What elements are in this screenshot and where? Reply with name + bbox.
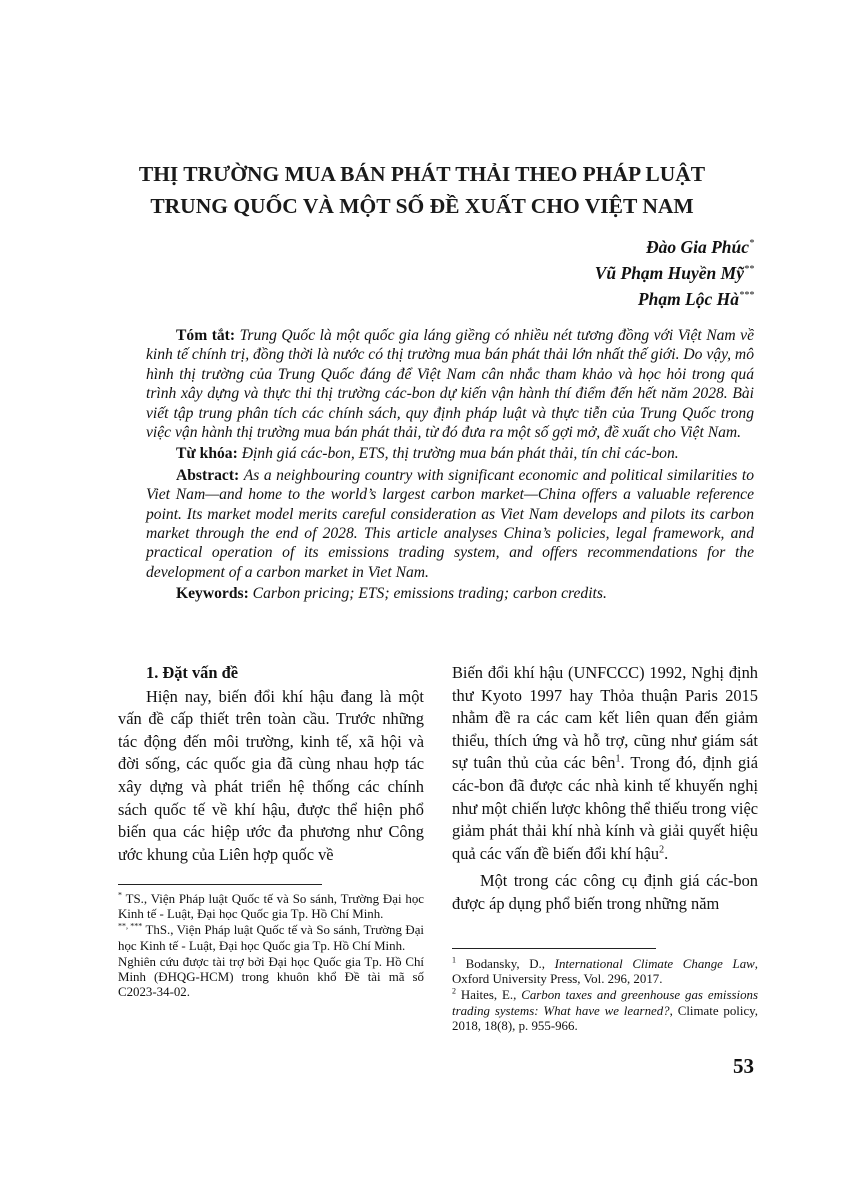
section-heading: 1. Đặt vấn đề: [146, 663, 238, 682]
footnote-text: Haites, E.,: [456, 988, 522, 1003]
footnotes-right: [452, 957, 758, 1035]
footnote: [452, 988, 758, 1034]
footnote-ref: 1: [615, 753, 621, 765]
body-text: Biến đổi khí hậu (UNFCCC) 1992, Nghị định thư Kyoto 1997 hay Thỏa thuận Paris 2015 nhằm đề ra các cam kết liên quan đến giảm thiểu, thích ứng và hỗ trợ, cũng như giám sát sự tuân thủ của các bên: [452, 663, 758, 773]
keywords-vi-text: Định giá các-bon, ETS, thị trường mua bán phát thải, tín chỉ các-bon.: [241, 445, 679, 463]
body-column-left: [118, 662, 424, 866]
footnote-ref: 2: [659, 844, 665, 856]
summary-vi-text: Trung Quốc là một quốc gia láng giềng có nhiều nét tương đồng với Việt Nam về kinh tế chính trị, đồng thời là nước có thị trường mua bán phát thải lớn nhất thế giới. Do vậy, mô hình thị trường của Trung Quốc đáng để Việt Nam cân nhắc tham khảo và học hỏi trong quá trình xây dựng và thực thi thị trường các-bon dự kiến vận hành thí điểm đến hết năm 2028. Bài viết tập trung phân tích các chính sách, quy định pháp luật và thực tiễn của Trung Quốc trong việc vận hành thị trường mua bán phát thải, từ đó đưa ra một số gợi mở, đề xuất cho Việt Nam.: [146, 327, 755, 442]
summary-vi-label: Tóm tắt:: [176, 327, 236, 344]
footnote-text: TS., Viện Pháp luật Quốc tế và So sánh, Trường Đại học Kinh tế - Luật, Đại học Quốc gia Tp. Hồ Chí Minh.: [118, 892, 424, 922]
body-paragraph: Hiện nay, biến đổi khí hậu đang là một vấn đề cấp thiết trên toàn cầu. Trước những tác động đến môi trường, kinh tế, xã hội và đời sống, các quốc gia đã cùng nhau hợp tác xây dựng và phát triển hệ thống các chính sách quốc tế về khí hậu, được thể hiện phổ biến qua các hiệp ước đa phương như Công ước khung của Liên hợp quốc về: [118, 686, 424, 864]
body-column-right: [452, 662, 758, 916]
footnote-title: Carbon taxes and greenhouse gas emissions trading systems: What have we learned?: [452, 988, 758, 1018]
footnote-divider-right: [452, 948, 656, 949]
footnote-text: , Climate policy, 2018, 18(8), p. 955-966.: [452, 1003, 759, 1033]
page-number: 53: [733, 1054, 754, 1078]
footnote-text: Bodansky, D.,: [456, 957, 555, 971]
body-paragraph: [452, 662, 758, 865]
keywords-vi-label: Từ khóa:: [176, 445, 238, 463]
footnote-text: ThS., Viện Pháp luật Quốc tế và So sánh, Trường Đại học Kinh tế - Luật, Đại học Quốc gia Tp. Hồ Chí Minh.: [118, 923, 424, 953]
summary-vi: [146, 326, 754, 442]
author-name: Phạm Lộc Hà: [637, 289, 739, 309]
abstract-en: [146, 466, 754, 582]
author: [595, 286, 754, 312]
footnote: [118, 923, 424, 953]
abstract-section: [146, 326, 754, 606]
body-text: .: [664, 843, 669, 863]
author-list: [595, 234, 754, 312]
keywords-en: [146, 584, 754, 603]
footnote: [118, 892, 424, 922]
keywords-vi: [146, 444, 754, 463]
footnote-mark: 1: [452, 955, 456, 965]
title-line-1: THỊ TRƯỜNG MUA BÁN PHÁT THẢI THEO PHÁP LUẬT: [138, 162, 706, 186]
author: [595, 260, 754, 286]
title-line-2: TRUNG QUỐC VÀ MỘT SỐ ĐỀ XUẤT CHO VIỆT NAM: [150, 194, 694, 218]
author-mark: *: [749, 238, 754, 250]
body-paragraph: Một trong các công cụ định giá các-bon được áp dụng phổ biến trong những năm: [452, 871, 758, 913]
footnote-mark: 2: [452, 987, 456, 997]
footnote-mark: **, ***: [118, 922, 143, 932]
body-text: . Trong đó, định giá các-bon đã được các nhà kinh tế khuyến nghị như một chiến lược không thể thiếu trong việc giảm phát thải khí nhà kính và giải quyết hiệu quả các vấn đề biến đổi khí hậu: [452, 753, 758, 863]
article-title: [90, 158, 754, 222]
author: [595, 234, 754, 260]
footnote-mark: *: [118, 890, 122, 900]
footnotes-left: [118, 892, 424, 1001]
abstract-en-label: Abstract:: [176, 466, 240, 484]
author-mark: ***: [739, 290, 754, 302]
footnote-text: , Oxford University Press, Vol. 296, 2017.: [452, 957, 758, 987]
author-name: Vũ Phạm Huyền Mỹ: [594, 263, 744, 283]
keywords-en-text: Carbon pricing; ETS; emissions trading; carbon credits.: [252, 585, 607, 603]
keywords-en-label: Keywords:: [176, 585, 249, 603]
footnote: [452, 957, 758, 987]
abstract-en-text: As a neighbouring country with significant economic and political similarities to Viet Nam—and home to the world’s largest carbon market—China offers a valuable reference point. Its market model merits careful consideration as Viet Nam develops and pilots its carbon market through the end of 2028. This article analyses China’s policies, legal framework, and practical operation of its emissions trading system, and offers recommendations for the development of a carbon market in Viet Nam.: [146, 466, 754, 581]
author-name: Đào Gia Phúc: [645, 237, 749, 257]
footnote-title: International Climate Change Law: [554, 957, 755, 971]
funding-note: Nghiên cứu được tài trợ bởi Đại học Quốc gia Tp. Hồ Chí Minh (ĐHQG-HCM) trong khuôn khổ Đề tài mã số C2023-34-02.: [118, 954, 424, 1000]
author-mark: **: [744, 264, 754, 276]
footnote-divider-left: [118, 884, 322, 885]
